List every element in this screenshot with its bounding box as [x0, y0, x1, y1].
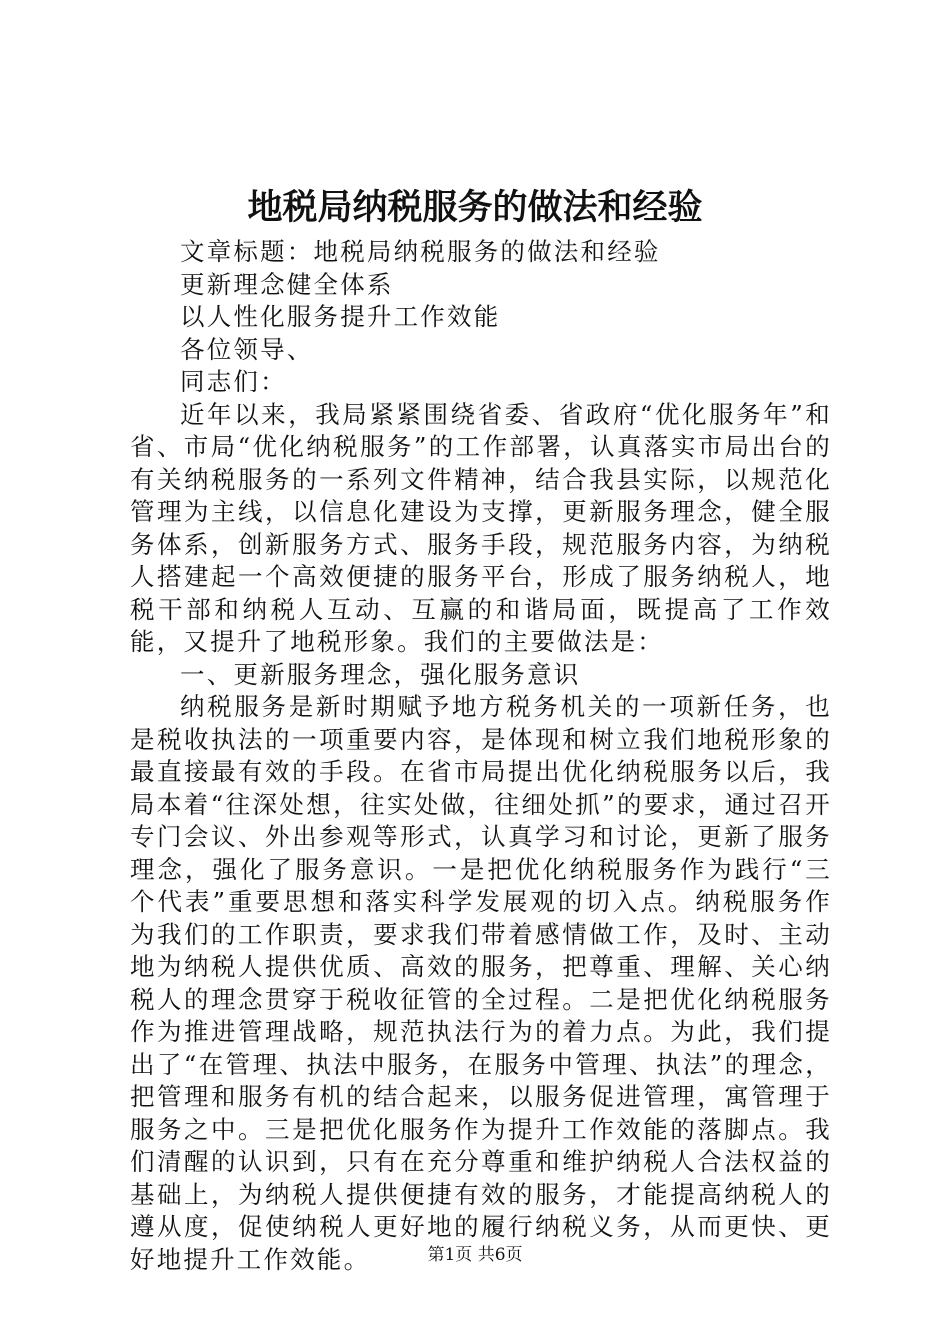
document-body — [130, 236, 832, 1276]
paragraph-intro: 近年以来，我局紧紧围绕省委、省政府“优化服务年”和省、市局“优化纳税服务”的工作部署，认真落实市局出台的有关纳税服务的一系列文件精神，结合我县实际，以规范化管理为主线，以信息化建设为支撑，更新服务理念，健全服务体系，创新服务方式、服务手段，规范服务内容，为纳税人搭建起一个高效便捷的服务平台，形成了服务纳税人，地税干部和纳税人互动、互赢的和谐局面，既提高了工作效能，又提升了地税形象。我们的主要做法是： — [130, 399, 832, 656]
paragraph-article-title: 文章标题：地税局纳税服务的做法和经验 — [180, 237, 661, 266]
paragraph-section-1: 纳税服务是新时期赋予地方税务机关的一项新任务，也是税收执法的一项重要内容，是体现和树立我们地税形象的最直接最有效的手段。在省市局提出优化纳税服务以后，我局本着“往深处想，往实处做，往细处抓”的要求，通过召开专门会议、外出参观等形式，认真学习和讨论，更新了服务理念，强化了服务意识。一是把优化纳税服务作为践行“三个代表”重要思想和落实科学发展观的切入点。纳税服务作为我们的工作职责，要求我们带着感情做工作，及时、主动地为纳税人提供优质、高效的服务，把尊重、理解、关心纳税人的理念贯穿于税收征管的全过程。二是把优化纳税服务作为推进管理战略，规范执法行为的着力点。为此，我们提出了“在管理、执法中服务，在服务中管理、执法”的理念，把管理和服务有机的结合起来，以服务促进管理，寓管理于服务之中。三是把优化服务作为提升工作效能的落脚点。我们清醒的认识到，只有在充分尊重和维护纳税人合法权益的基础上，为纳税人提供便捷有效的服务，才能提高纳税人的遵从度，促使纳税人更好地的履行纳税义务，从而更快、更好地提升工作效能。 — [130, 692, 832, 1274]
section-heading-1: 一、更新服务理念，强化服务意识 — [180, 659, 581, 689]
page-footer: 第1页 共6页 — [427, 1245, 523, 1265]
paragraph-subtitle-2: 以人性化服务提升工作效能 — [180, 302, 501, 331]
paragraph-salutation-2: 同志们： — [180, 367, 287, 396]
paragraph-subtitle-1: 更新理念健全体系 — [180, 269, 394, 299]
document-title: 地税局纳税服务的做法和经验 — [247, 187, 703, 228]
paragraph-salutation-1: 各位领导、 — [180, 334, 314, 364]
